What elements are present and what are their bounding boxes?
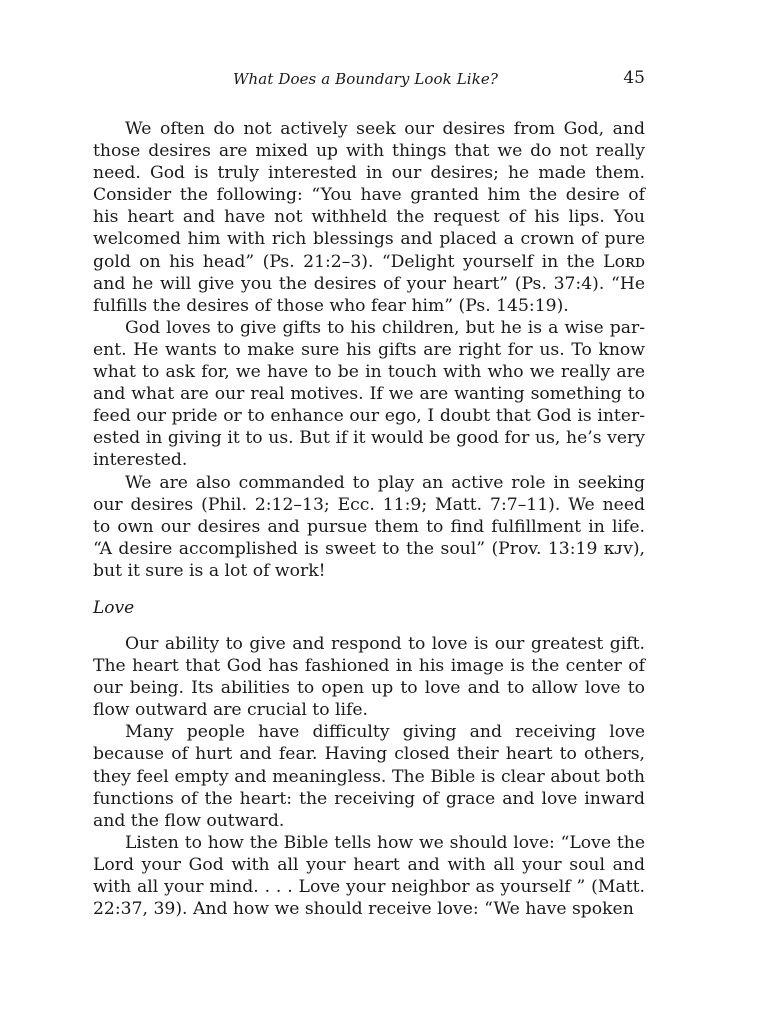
- section-heading-love: Love: [93, 597, 135, 618]
- page-number: 45: [623, 68, 645, 88]
- running-title: What Does a Boundary Look Like?: [233, 70, 499, 88]
- paragraph-desires-2: God loves to give gifts to his children, but he is a wise parent. He wants to make sure his gifts are right for us. To know what to ask for, we have to be in touch with who we really are and what are our real motives. If we are wanting something to feed our pride or to enhance our ego, I doubt that God is interested in giving it to us. But if it would be good for us, he’s very interested.: [93, 317, 645, 471]
- paragraph-desires-3: We are also commanded to play an active role in seeking our desires (Phil. 2:12–13; Ecc. 11:9; Matt. 7:7–11). We need to own our desires and pursue them to find fulfillment in life. “A desire accomplished is sweet to the soul” (Prov. 13:19 ᴋᴊᴠ), but it sure is a lot of work!: [93, 472, 645, 581]
- paragraph-love-1: Our ability to give and respond to love is our greatest gift. The heart that God has fashioned in his image is the center of our being. Its abilities to open up to love and to allow love to flow outward are crucial to life.: [93, 633, 645, 721]
- body-text: [93, 118, 645, 920]
- book-page: [93, 64, 645, 920]
- paragraph-love-2: Many people have difficulty giving and receiving love because of hurt and fear. Having closed their heart to others, they feel empty and meaningless. The Bible is clear about both functions of the heart: the receiving of grace and love inward and the flow outward.: [93, 722, 645, 831]
- paragraph-love-3: Listen to how the Bible tells how we should love: “Love the Lord your God with all your heart and with all your soul and with all your mind. . . . Love your neighbor as yourself ” (Matt. 22:37, 39). And how we should receive love: “We have spoken: [93, 832, 645, 920]
- running-header: [93, 64, 645, 94]
- paragraph-desires-1: We often do not actively seek our desires from God, and those desires are mixed up with things that we do not really need. God is truly interested in our desires; he made them. Consider the following: “You have granted him the desire of his heart and have not withheld the request of his lips. You welcomed him with rich blessings and placed a crown of pure gold on his head” (Ps. 21:2–3). “Delight yourself in the Lᴏʀᴅ and he will give you the desires of your heart” (Ps. 37:4). “He fulfills the desires of those who fear him” (Ps. 145:19).: [93, 119, 645, 316]
